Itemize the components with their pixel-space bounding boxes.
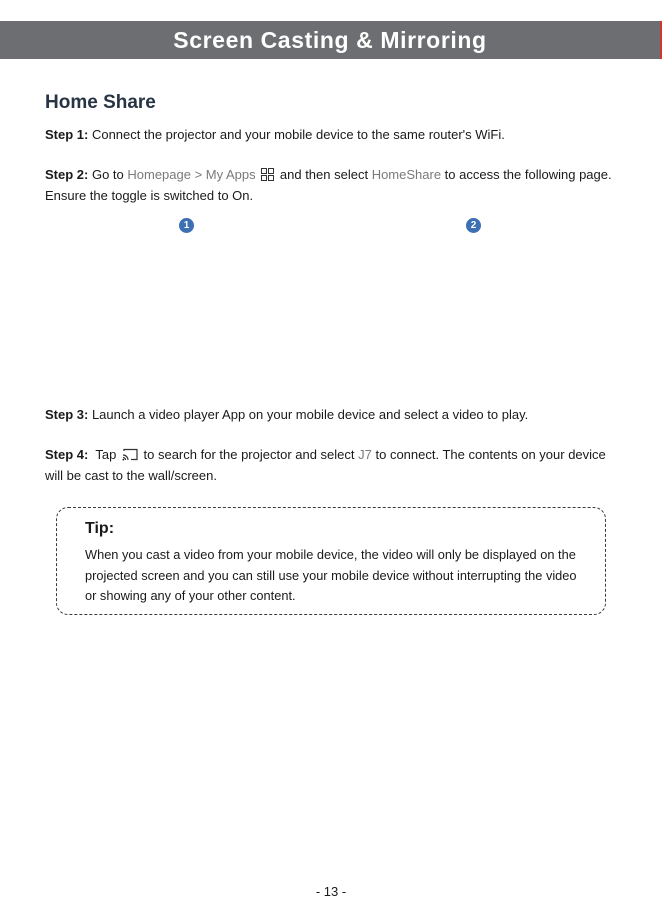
step-4-label: Step 4: [45,447,89,462]
step-2-text-a: Go to [88,167,128,182]
step-2-text-c: to access the following page. Ensure the toggle is switched to On. [45,167,612,203]
step-2-label: Step 2: [45,167,89,182]
section-heading: Home Share [45,92,156,113]
step-1-label: Step 1: [45,127,89,142]
header-bar [0,21,660,59]
tip-title: Tip: [85,520,115,537]
step-4-text-c: to connect. The contents on your device will be cast to the wall/screen. [45,447,606,483]
step-1-text: Connect the projector and your mobile device to the same router's WiFi. [88,127,505,142]
page-title: Screen Casting & Mirroring [173,26,487,53]
step-3-label: Step 3: [45,407,89,422]
step-2-path: Homepage > My Apps [127,167,256,182]
badge-2: 2 [466,218,481,233]
tip-text: When you cast a video from your mobile device, the video will only be displayed on the projected screen and you can still use your mobile device without interrupting the video or showing any of your other content. [85,547,577,603]
step-4-text-a: Tap [88,447,120,462]
step-1 [45,124,620,145]
step-3 [45,404,620,425]
step-2-text-b: and then select [276,167,372,182]
tip-box [56,507,606,615]
badge-1: 1 [179,218,194,233]
step-4 [45,444,620,486]
step-2-app-name: HomeShare [371,167,442,182]
step-2 [45,164,620,206]
step-4-device: J7 [358,447,372,462]
cast-icon [122,446,138,459]
grid-apps-icon [261,166,274,179]
step-3-text: Launch a video player App on your mobile device and select a video to play. [88,407,529,422]
step-4-text-b: to search for the projector and select [139,447,359,462]
page-number: - 13 - [315,884,347,899]
